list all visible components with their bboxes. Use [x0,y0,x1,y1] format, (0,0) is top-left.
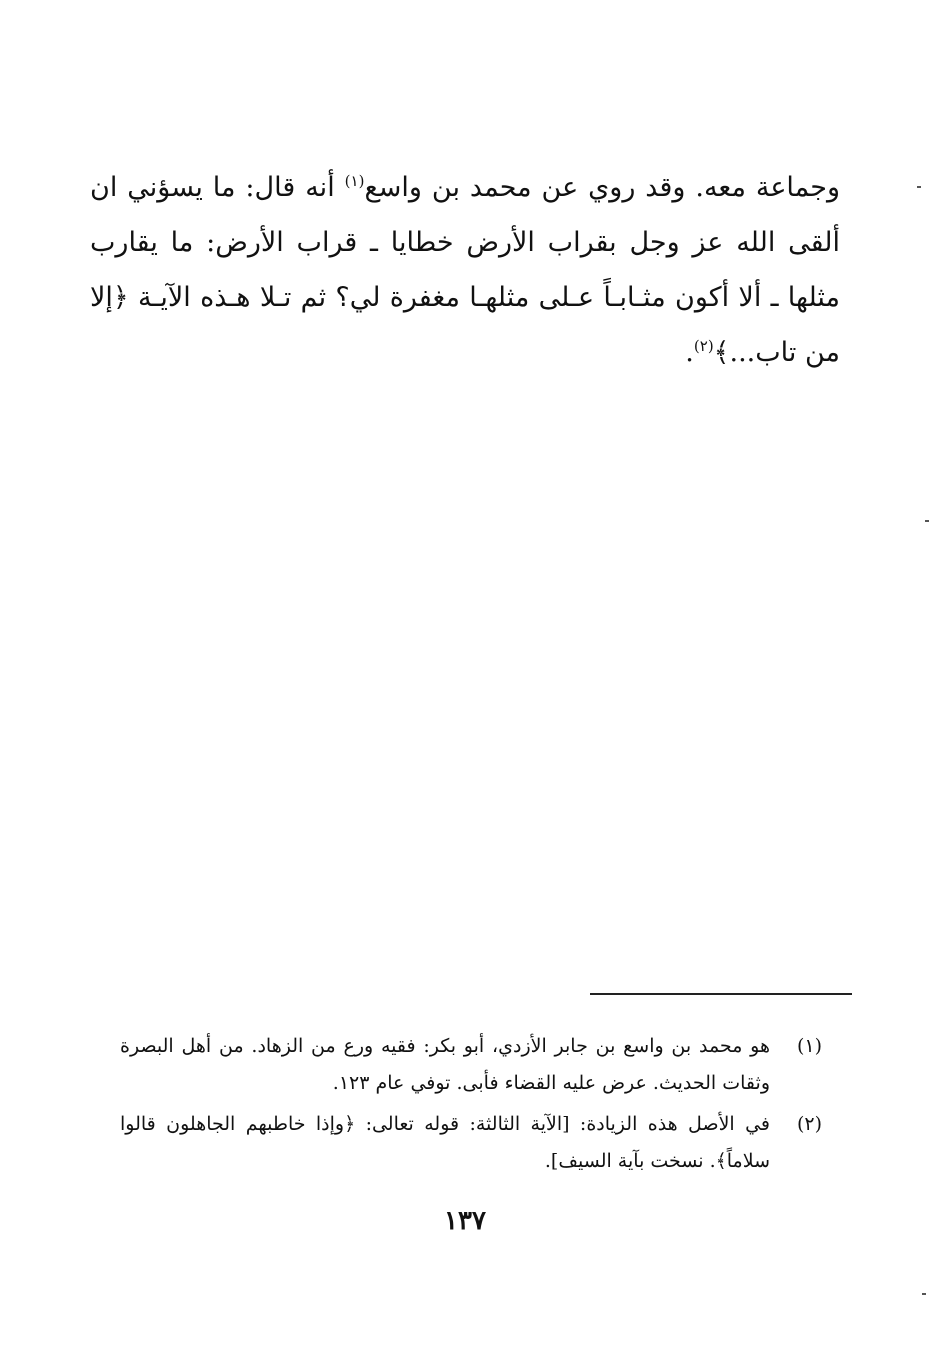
page-number: ١٣٧ [444,1206,486,1236]
footnote-number: (١) [796,1035,822,1057]
main-text-part-1: وجماعة معه. وقد روي عن محمد بن واسع [364,172,841,203]
footnote-1 [120,1028,822,1102]
footnote-ref-1: (١) [344,172,365,190]
footnotes-section [120,1028,822,1184]
footnote-text: في الأصل هذه الزيادة: [الآية الثالثة: قوله تعالى: ﴿وإذا خاطبهم الجاهلون قالوا سلاماً﴾. نسخت بآية السيف]. [120,1113,770,1172]
footnote-text: هو محمد بن واسع بن جابر الأزدي، أبو بكر: فقيه ورع من الزهاد. من أهل البصرة وثقات الحديث. عرض عليه القضاء فأبى. توفي عام ١٢٣. [120,1035,770,1094]
main-body-text [90,160,840,380]
margin-mark [925,520,929,522]
footnote-2 [120,1106,822,1180]
footnote-ref-2: (٢) [693,337,714,355]
margin-mark [922,1293,926,1295]
footnote-separator [590,993,852,995]
main-paragraph [90,160,840,380]
main-text-part-2: أنه قال: ما يسؤني ان ألقى الله عز وجل بقراب الأرض خطايا ـ قراب الأرض: ما يقارب مثلها ـ ألا أكون مثـابـاً عـلى مثلهـا مغفرة لي؟ ثم تـلا هـذه الآيـة ﴿إلا من تاب...﴾ [90,172,840,368]
margin-mark [917,186,921,188]
main-text-part-3: . [685,337,694,368]
footnote-number: (٢) [796,1113,822,1135]
